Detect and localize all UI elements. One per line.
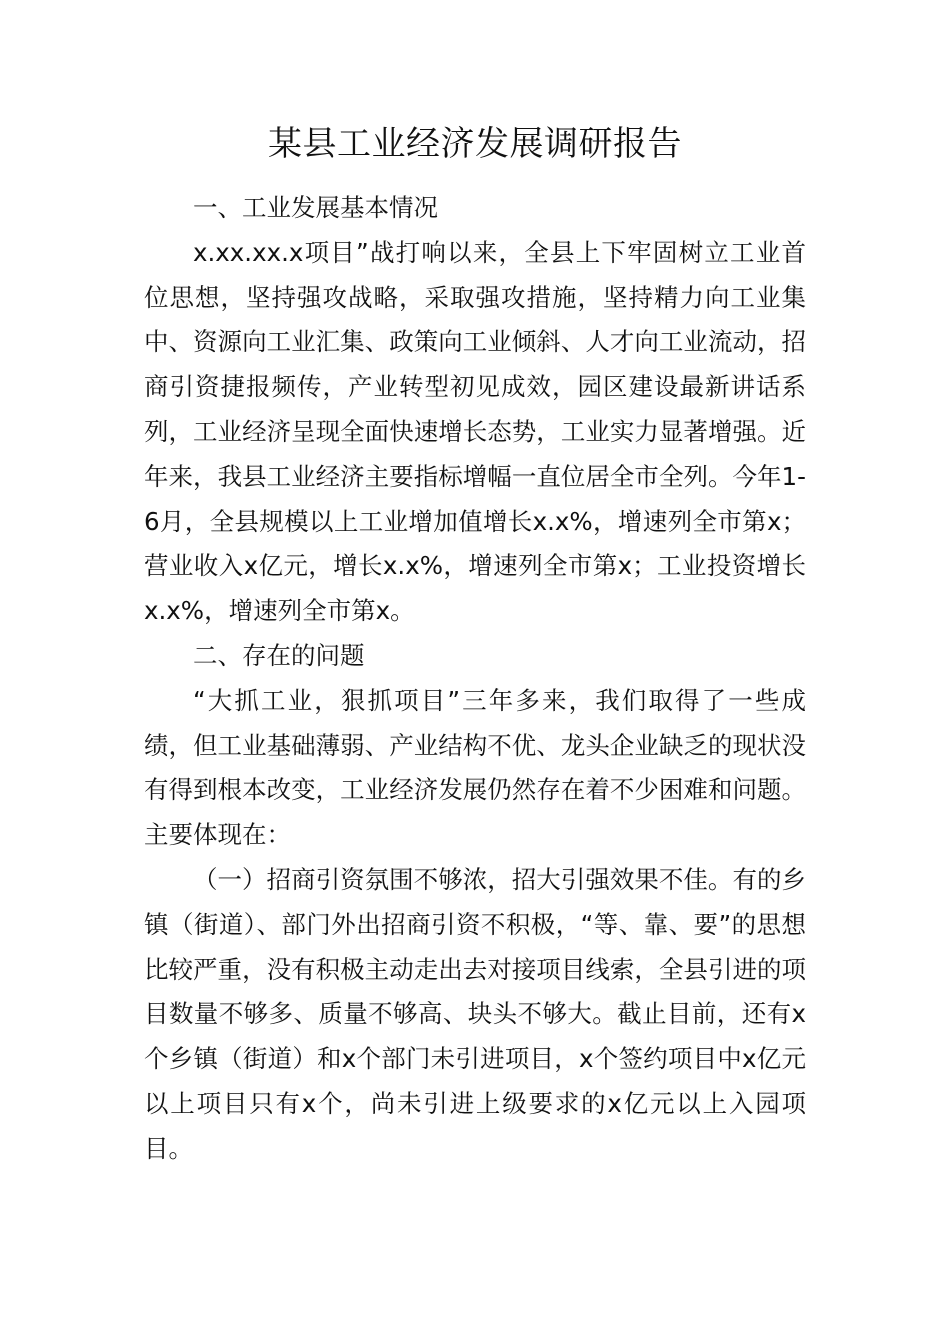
document-title: 某县工业经济发展调研报告 <box>268 124 682 164</box>
document-body <box>144 186 806 1172</box>
paragraph-investment-problem: （一）招商引资氛围不够浓，招大引强效果不佳。有的乡镇（街道）、部门外出招商引资不积极，“等、靠、要”的思想比较严重，没有积极主动走出去对接项目线索，全县引进的项目数量不够多、质量不够高、块头不够大。截止目前，还有x个乡镇（街道）和x个部门未引进项目，x个签约项目中x亿元以上项目只有x个，尚未引进上级要求的x亿元以上入园项目。 <box>144 864 806 1163</box>
section-heading-basic-situation: 一、工业发展基本情况 <box>193 193 438 222</box>
paragraph-basic-situation: x.xx.xx.x项目”战打响以来，全县上下牢固树立工业首位思想，坚持强攻战略，采取强攻措施，坚持精力向工业集中、资源向工业汇集、政策向工业倾斜、人才向工业流动，招商引资捷报频传，产业转型初见成效，园区建设最新讲话系列，工业经济呈现全面快速增长态势，工业实力显著增强。近年来，我县工业经济主要指标增幅一直位居全市全列。今年1-6月，全县规模以上工业增加值增长x.x%，增速列全市第x；营业收入x亿元，增长x.x%，增速列全市第x；工业投资增长x.x%，增速列全市第x。 <box>144 237 806 626</box>
paragraph-existing-problems: “大抓工业，狠抓项目”三年多来，我们取得了一些成绩，但工业基础薄弱、产业结构不优、龙头企业缺乏的现状没有得到根本改变，工业经济发展仍然存在着不少困难和问题。主要体现在： <box>144 685 806 850</box>
section-heading-existing-problems: 二、存在的问题 <box>193 640 365 670</box>
